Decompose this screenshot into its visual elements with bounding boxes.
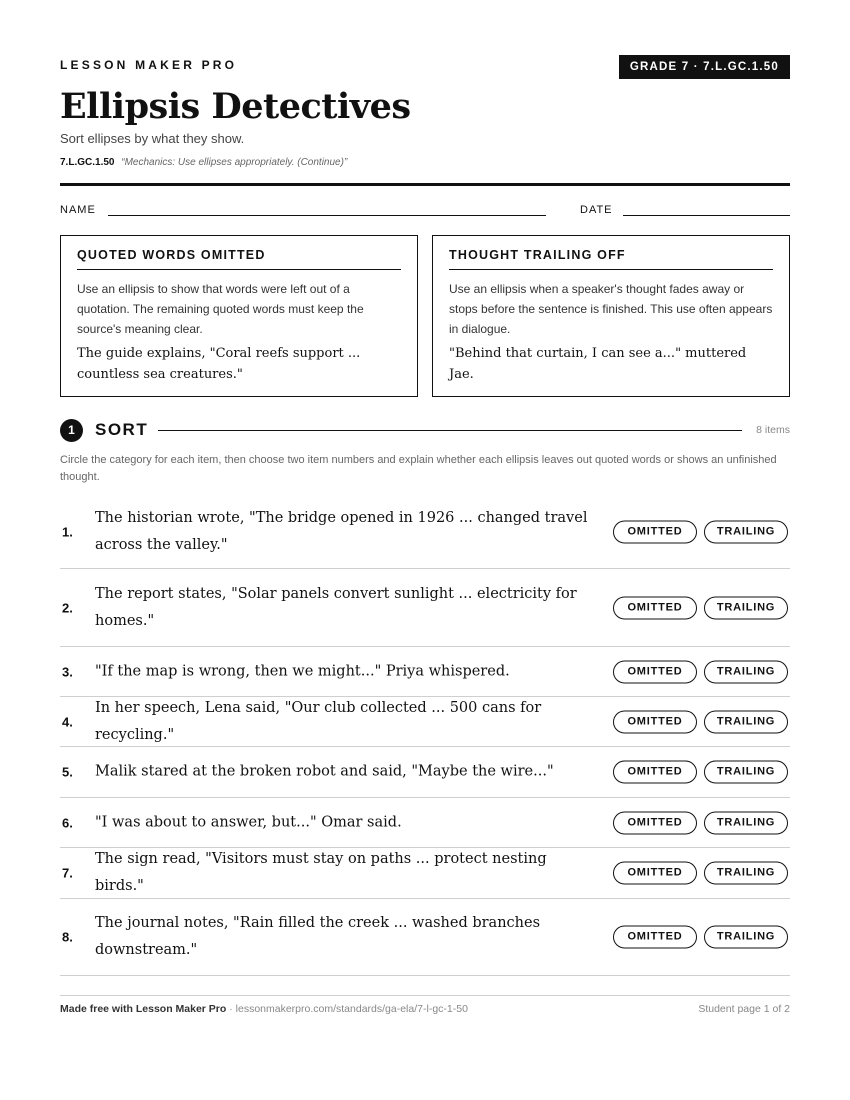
grade-badge: GRADE 7 · 7.L.GC.1.50 bbox=[619, 55, 790, 79]
brand-name: LESSON MAKER PRO bbox=[60, 58, 238, 72]
omitted-choice[interactable]: OMITTED bbox=[613, 926, 697, 949]
section-instructions: Circle the category for each item, then choose two item numbers and explain whether each ellipsis leaves out quoted words or shows an unfinished thought. bbox=[60, 454, 777, 483]
footer-page-number: Student page 1 of 2 bbox=[698, 1003, 790, 1015]
item-number: 6. bbox=[62, 815, 73, 830]
item-number: 7. bbox=[62, 865, 73, 881]
item-number: 8. bbox=[62, 929, 73, 945]
name-label: NAME bbox=[60, 204, 96, 216]
item-text: "I was about to answer, but..." Omar said. bbox=[95, 814, 402, 830]
trailing-choice[interactable]: TRAILING bbox=[704, 926, 788, 949]
sort-item-list bbox=[60, 495, 790, 976]
item-text: Malik stared at the broken robot and said, "Maybe the wire..." bbox=[95, 763, 554, 780]
list-item bbox=[60, 798, 790, 848]
item-text: The report states, "Solar panels convert sunlight ... electricity for homes." bbox=[95, 585, 577, 629]
choice-group bbox=[613, 926, 788, 949]
standard-line bbox=[60, 157, 347, 168]
item-number: 4. bbox=[62, 714, 73, 729]
trailing-choice[interactable]: TRAILING bbox=[704, 710, 788, 733]
card-title: THOUGHT TRAILING OFF bbox=[449, 248, 773, 270]
item-text: The sign read, "Visitors must stay on paths ... protect nesting birds." bbox=[95, 851, 547, 894]
card-description: Use an ellipsis when a speaker's thought fades away or stops before the sentence is finished. This use often appears in dialogue. bbox=[449, 282, 773, 336]
omitted-choice[interactable]: OMITTED bbox=[613, 811, 697, 834]
item-text: The historian wrote, "The bridge opened in 1926 ... changed travel across the valley." bbox=[95, 509, 588, 553]
item-number: 5. bbox=[62, 764, 73, 780]
omitted-choice[interactable]: OMITTED bbox=[613, 520, 697, 543]
card-example: The guide explains, "Coral reefs support ... countless sea creatures." bbox=[77, 346, 361, 382]
footer-credit bbox=[60, 1003, 468, 1015]
choice-group bbox=[613, 660, 788, 683]
omitted-choice[interactable]: OMITTED bbox=[613, 596, 697, 619]
name-date-row bbox=[60, 204, 790, 220]
trailing-choice[interactable]: TRAILING bbox=[704, 761, 788, 784]
footer-url[interactable]: · lessonmakerpro.com/standards/ga-ela/7-l-gc-1-50 bbox=[226, 1003, 468, 1015]
item-number: 2. bbox=[62, 600, 73, 615]
list-item bbox=[60, 697, 790, 747]
item-text: "If the map is wrong, then we might..." Priya whispered. bbox=[95, 663, 510, 679]
choice-group bbox=[613, 596, 788, 619]
list-item bbox=[60, 848, 790, 899]
choice-group bbox=[613, 710, 788, 733]
date-field[interactable] bbox=[623, 215, 790, 216]
omitted-choice[interactable]: OMITTED bbox=[613, 710, 697, 733]
trailing-choice[interactable]: TRAILING bbox=[704, 520, 788, 543]
section-number-badge: 1 bbox=[60, 419, 83, 442]
trailing-choice[interactable]: TRAILING bbox=[704, 811, 788, 834]
name-field[interactable] bbox=[108, 215, 546, 216]
omitted-choice[interactable]: OMITTED bbox=[613, 660, 697, 683]
card-description: Use an ellipsis to show that words were left out of a quotation. The remaining quoted words must keep the source's meaning clear. bbox=[77, 282, 364, 336]
list-item bbox=[60, 747, 790, 798]
footer-made-with: Made free with Lesson Maker Pro bbox=[60, 1003, 227, 1015]
category-card-omitted bbox=[60, 235, 418, 397]
omitted-choice[interactable]: OMITTED bbox=[613, 862, 697, 885]
footer-divider bbox=[60, 995, 790, 996]
item-count: 8 items bbox=[756, 424, 790, 436]
worksheet-title: Ellipsis Detectives bbox=[60, 86, 411, 127]
section-title: SORT bbox=[95, 420, 149, 439]
trailing-choice[interactable]: TRAILING bbox=[704, 596, 788, 619]
card-example: "Behind that curtain, I can see a..." muttered Jae. bbox=[449, 346, 747, 382]
list-item bbox=[60, 647, 790, 697]
standard-code: 7.L.GC.1.50 bbox=[60, 157, 115, 168]
item-number: 3. bbox=[62, 664, 73, 679]
choice-group bbox=[613, 761, 788, 784]
omitted-choice[interactable]: OMITTED bbox=[613, 761, 697, 784]
trailing-choice[interactable]: TRAILING bbox=[704, 862, 788, 885]
section-divider bbox=[158, 430, 742, 431]
choice-group bbox=[613, 811, 788, 834]
trailing-choice[interactable]: TRAILING bbox=[704, 660, 788, 683]
item-number: 1. bbox=[62, 524, 73, 539]
date-label: DATE bbox=[580, 204, 613, 216]
list-item bbox=[60, 495, 790, 569]
list-item bbox=[60, 899, 790, 976]
category-card-trailing bbox=[432, 235, 790, 397]
choice-group bbox=[613, 520, 788, 543]
header-divider bbox=[60, 183, 790, 186]
item-text: The journal notes, "Rain filled the creek ... washed branches downstream." bbox=[95, 915, 541, 958]
standard-description: “Mechanics: Use ellipses appropriately. (Continue)” bbox=[121, 157, 348, 168]
list-item bbox=[60, 569, 790, 647]
choice-group bbox=[613, 862, 788, 885]
item-text: In her speech, Lena said, "Our club collected ... 500 cans for recycling." bbox=[95, 699, 542, 743]
card-title: QUOTED WORDS OMITTED bbox=[77, 248, 401, 270]
worksheet-subtitle: Sort ellipses by what they show. bbox=[60, 131, 245, 146]
